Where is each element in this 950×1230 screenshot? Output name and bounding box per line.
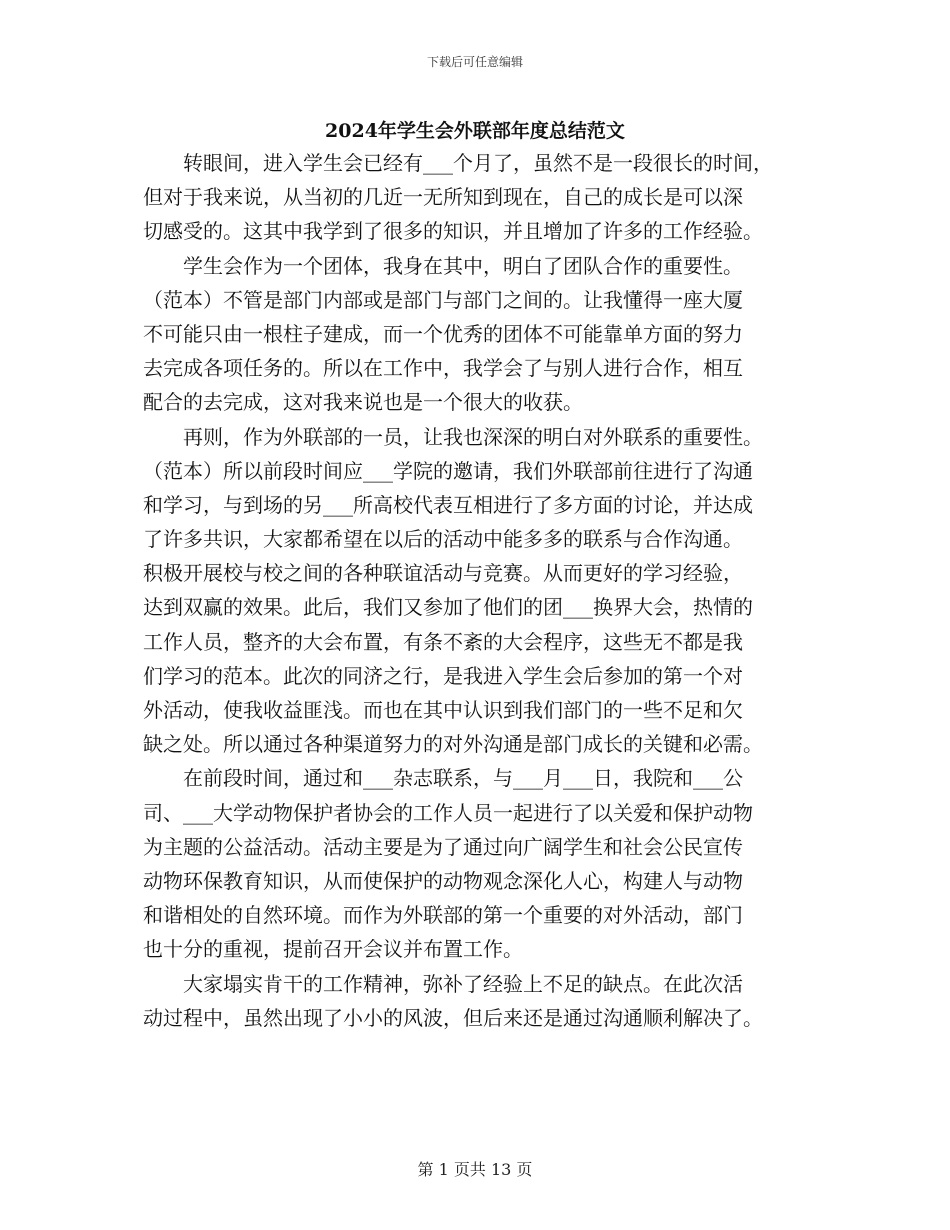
body-line: 外活动，使我收益匪浅。而也在其中认识到我们部门的一些不足和欠 xyxy=(143,698,743,722)
body-line: 积极开展校与校之间的各种联谊活动与竞赛。从而更好的学习经验， xyxy=(143,561,743,586)
body-line: 学生会作为一个团体，我身在其中，明白了团队合作的重要性。 xyxy=(143,253,743,278)
body-line: 工作人员，整齐的大会布置，有条不紊的大会程序，这些无不都是我 xyxy=(143,629,743,654)
body-line: 转眼间，进入学生会已经有___个月了，虽然不是一段很长的时间， xyxy=(143,151,773,175)
body-line: 不可能只由一根柱子建成，而一个优秀的团体不可能靠单方面的努力 xyxy=(143,321,743,346)
body-line: 了许多共识，大家都希望在以后的活动中能多多的联系与合作沟通。 xyxy=(143,527,743,552)
body-line: 动物环保教育知识，从而使保护的动物观念深化人心，构建人与动物 xyxy=(143,868,743,893)
body-line: 和学习，与到场的另___所高校代表互相进行了多方面的讨论，并达成 xyxy=(143,492,753,517)
body-line: 大家塌实肯干的工作精神，弥补了经验上不足的缺点。在此次活 xyxy=(143,971,743,996)
body-line: 也十分的重视，提前召开会议并布置工作。 xyxy=(143,937,523,962)
body-line: 们学习的范本。此次的同济之行，是我进入学生会后参加的第一个对 xyxy=(143,663,743,688)
body-line: 缺之处。所以通过各种渠道努力的对外沟通是部门成长的关键和必需。 xyxy=(143,732,763,757)
body-line: 去完成各项任务的。所以在工作中，我学会了与别人进行合作，相互 xyxy=(143,356,743,381)
document-body xyxy=(143,146,813,1035)
body-line: 配合的去完成，这对我来说也是一个很大的收获。 xyxy=(143,390,583,415)
body-line: 和谐相处的自然环境。而作为外联部的第一个重要的对外活动，部门 xyxy=(143,903,743,928)
body-line: 在前段时间，通过和___杂志联系，与___月___日，我院和___公 xyxy=(143,766,743,791)
body-line: 动过程中，虽然出现了小小的风波，但后来还是通过沟通顺利解决了。 xyxy=(143,1005,763,1030)
body-line: 为主题的公益活动。活动主要是为了通过向广阔学生和社会公民宣传 xyxy=(143,834,743,859)
body-line: 但对于我来说，从当初的几近一无所知到现在，自己的成长是可以深 xyxy=(143,185,743,210)
body-line: （范本）不管是部门内部或是部门与部门之间的。让我懂得一座大厦 xyxy=(143,287,743,312)
body-line: 再则，作为外联部的一员，让我也深深的明白对外联系的重要性。 xyxy=(143,424,763,449)
document-title: 2024年学生会外联部年度总结范文 xyxy=(325,120,625,142)
header-note: 下载后可任意编辑 xyxy=(426,55,523,69)
body-line: 切感受的。这其中我学到了很多的知识，并且增加了许多的工作经验。 xyxy=(143,219,763,244)
body-line: 达到双赢的效果。此后，我们又参加了他们的团___换界大会，热情的 xyxy=(143,595,753,620)
page-number-footer: 第 1 页共 13 页 xyxy=(417,1160,533,1179)
body-line: （范本）所以前段时间应___学院的邀请，我们外联部前往进行了沟通 xyxy=(143,458,753,483)
body-line: 司、___大学动物保护者协会的工作人员一起进行了以关爱和保护动物 xyxy=(143,800,753,825)
